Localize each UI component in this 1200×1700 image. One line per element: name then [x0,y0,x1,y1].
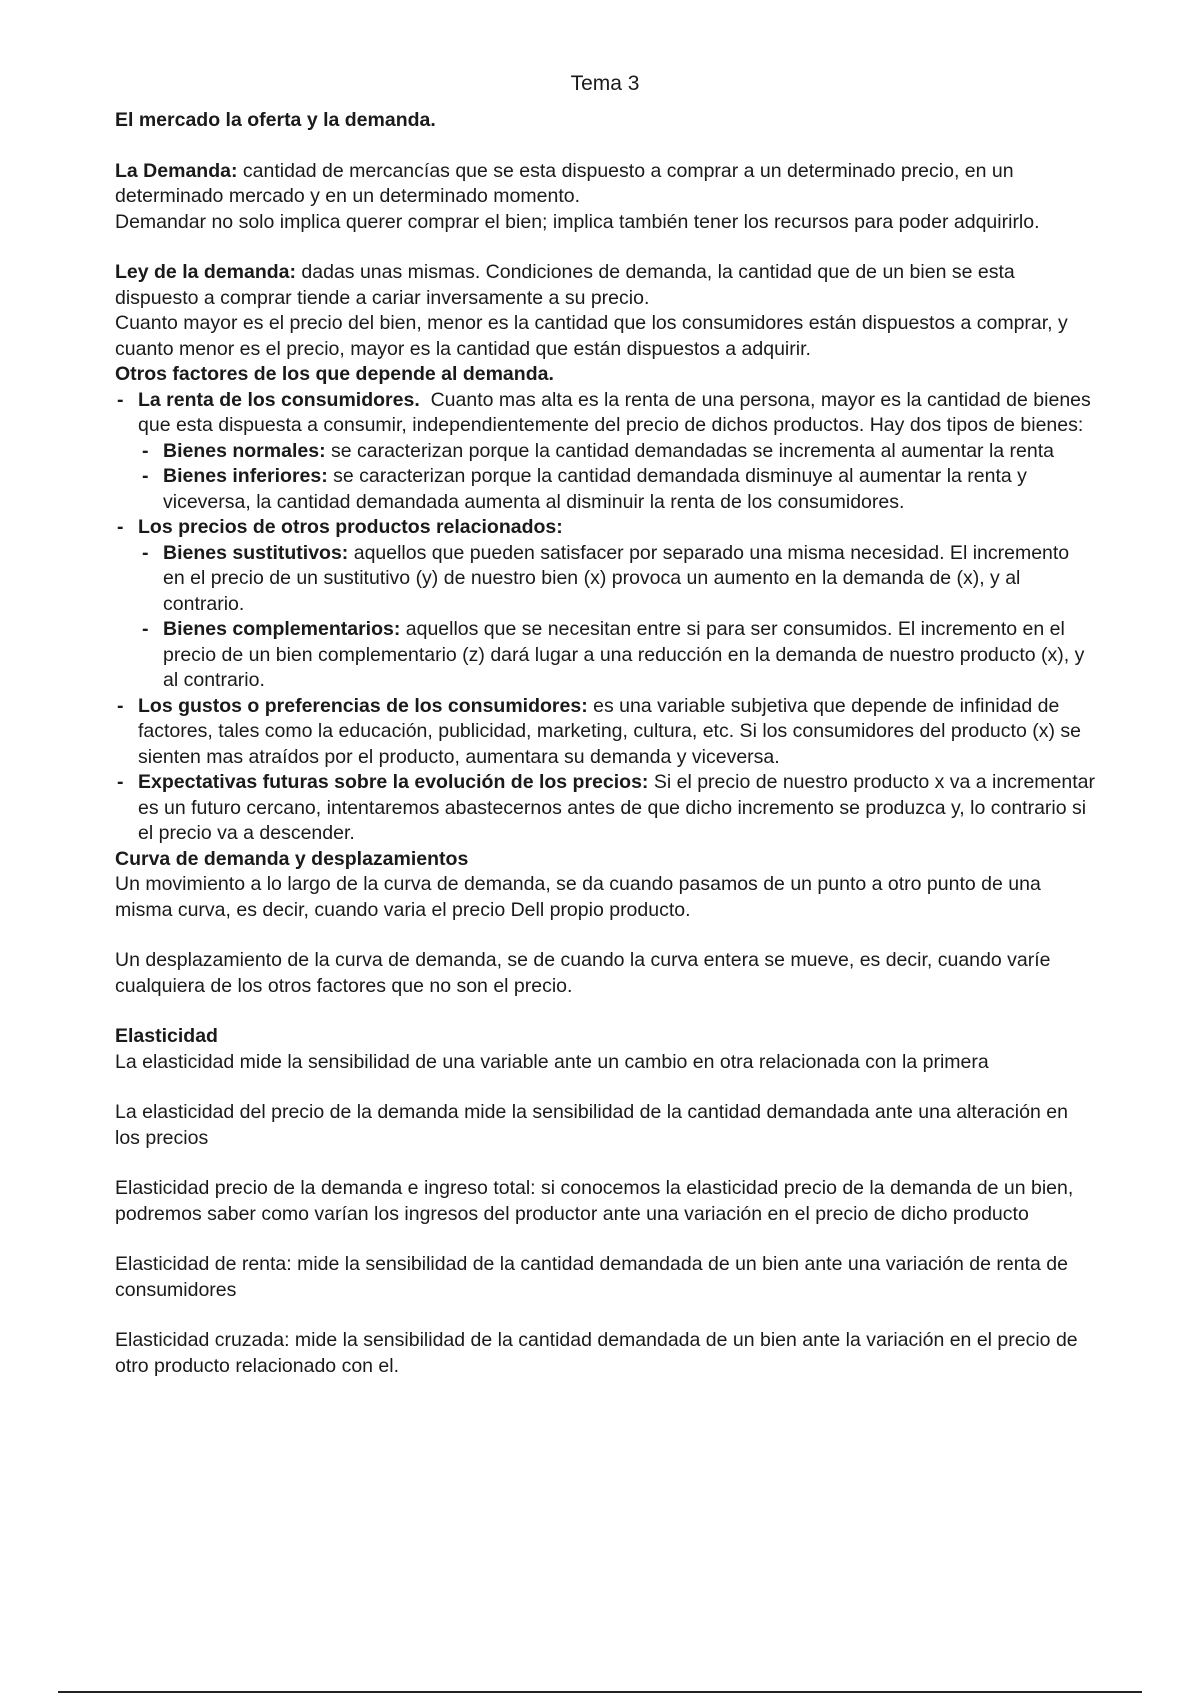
elasticidad-paragraph-2: La elasticidad del precio de la demanda mide la sensibilidad de la cantidad demandada ante una alteración en los precios [115,1101,1068,1149]
list-item-expectativas: - Expectativas futuras sobre la evolución de los precios: Si el precio de nuestro producto x va a incrementar es un futuro cercano, intentaremos abastecernos antes de que dicho incremento se produzca y, lo contrario si el precio va a descender. [115,770,1095,847]
curva-heading: Curva de demanda y desplazamientos [115,847,469,870]
curva-paragraph-2: Un desplazamiento de la curva de demanda, se de cuando la curva entera se mueve, es decir, cuando varíe cualquiera de los otros factores que no son el precio. [115,949,1051,997]
elasticidad-paragraph-4: Elasticidad de renta: mide la sensibilidad de la cantidad demandada de un bien ante una variación de renta de consumidores [115,1253,1068,1301]
page-title: Tema 3 [570,72,640,95]
elasticidad-paragraph-1: La elasticidad mide la sensibilidad de una variable ante un cambio en otra relacionada con la primera [115,1050,989,1073]
curva-paragraph-1: Un movimiento a lo largo de la curva de demanda, se da cuando pasamos de un punto a otro punto de una misma curva, es decir, cuando varia el precio Dell propio producto. [115,873,1041,921]
elasticidad-paragraph-5: Elasticidad cruzada: mide la sensibilidad de la cantidad demandada de un bien ante la variación en el precio de otro producto relacionado con el. [115,1329,1078,1377]
ley-label: Ley de la demanda: [115,261,296,283]
demanda-definition: La Demanda: cantidad de mercancías que se esta dispuesto a comprar a un determinado precio, en un determinado mercado y en un determinado momento. [115,159,1014,207]
demanda-note: Demandar no solo implica querer comprar el bien; implica también tener los recursos para poder adquirirlo. [115,210,1040,233]
list-item-normales: - Bienes normales: se caracterizan porque la cantidad demandadas se incrementa al aumentar la renta [115,439,1095,465]
document-subtitle: El mercado la oferta y la demanda. [115,109,436,131]
ley-note: Cuanto mayor es el precio del bien, menor es la cantidad que los consumidores están dispuestos a comprar, y cuanto menor es el precio, mayor es la cantidad que están dispuestos a adquirir. [115,312,1068,360]
list-item-precios: - Los precios de otros productos relacionados: - Bienes sustitutivos: aquellos que pueden satisfacer por separado una misma necesidad. El incremento en el precio de un sustitutivo (y) de nuestro bien (x) provoca un aumento en la demanda de (x), y al contrario. - Bienes complementarios: aquellos que se necesitan entre si para ser consumidos. El incremento en el precio de un bien complementario (z) dará lugar a una reducción en la demanda de nuestro producto (x), y al contrario. [115,515,1095,694]
list-item-sustitutivos: - Bienes sustitutivos: aquellos que pueden satisfacer por separado una misma necesidad. El incremento en el precio de un sustitutivo (y) de nuestro bien (x) provoca un aumento en la demanda de (x), y al contrario. [115,541,1095,618]
document-page [115,70,1095,1379]
list-item-complementarios: - Bienes complementarios: aquellos que se necesitan entre si para ser consumidos. El incremento en el precio de un bien complementario (z) dará lugar a una reducción en la demanda de nuestro producto (x), y al contrario. [115,617,1095,694]
ley-definition: Ley de la demanda: dadas unas mismas. Condiciones de demanda, la cantidad que de un bien se esta dispuesto a comprar tiende a cariar inversamente a su precio. [115,261,1015,309]
otros-heading: Otros factores de los que depende al demanda. [115,363,554,385]
list-item-gustos: - Los gustos o preferencias de los consumidores: es una variable subjetiva que depende de infinidad de factores, tales como la educación, publicidad, marketing, cultura, etc. Si los consumidores del producto (x) se sienten mas atraídos por el producto, aumentara su demanda y viceversa. [115,694,1095,771]
footer-divider [58,1691,1142,1693]
demanda-label: La Demanda: [115,159,238,182]
list-item-inferiores: - Bienes inferiores: se caracterizan porque la cantidad demandada disminuye al aumentar la renta y viceversa, la cantidad demandada aumenta al disminuir la renta de los consumidores. [115,464,1095,515]
elasticidad-paragraph-3: Elasticidad precio de la demanda e ingreso total: si conocemos la elasticidad precio de la demanda de un bien, podremos saber como varían los ingresos del productor ante una variación en el precio de dicho producto [115,1177,1074,1225]
factors-list [115,388,1095,847]
list-item-renta: - La renta de los consumidores. Cuanto mas alta es la renta de una persona, mayor es la cantidad de bienes que esta dispuesta a consumir, independientemente del precio de dichos productos. Hay dos tipos de bienes: - Bienes normales: se caracterizan porque la cantidad demandadas se incrementa al aumentar la renta - Bienes inferiores: se caracterizan porque la cantidad demandada disminuye al aumentar la renta y viceversa, la cantidad demandada aumenta al disminuir la renta de los consumidores. [115,388,1095,516]
elasticidad-heading: Elasticidad [115,1025,218,1047]
